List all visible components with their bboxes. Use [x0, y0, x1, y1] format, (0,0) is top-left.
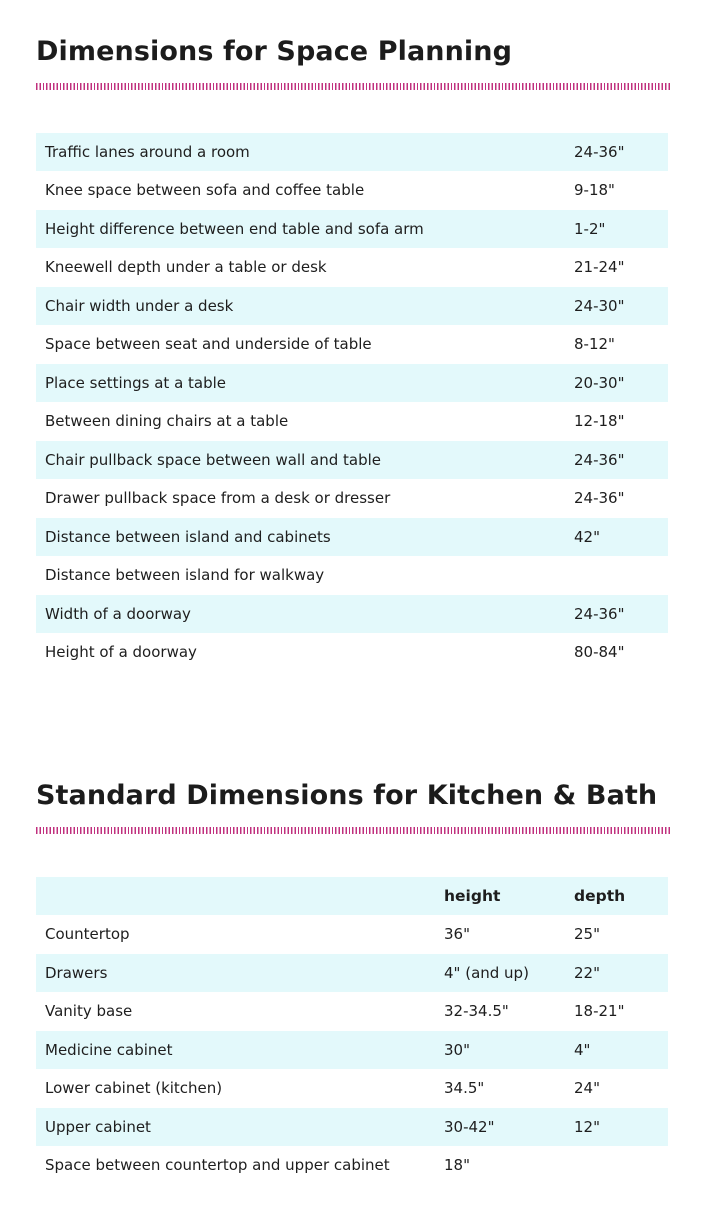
row-height: 30-42" [444, 1118, 495, 1136]
row-height: 36" [444, 925, 470, 943]
table-row [36, 171, 668, 209]
row-label: Distance between island for walkway [45, 566, 325, 584]
row-label: Lower cabinet (kitchen) [45, 1079, 223, 1097]
row-value: 24-30" [574, 297, 625, 315]
header-height: height [444, 887, 501, 905]
table-row [36, 556, 668, 594]
row-value: 12-18" [574, 412, 625, 430]
row-label: Space between seat and underside of table [45, 335, 372, 353]
row-label: Space between countertop and upper cabinet [45, 1156, 390, 1174]
row-value: 80-84" [574, 643, 625, 661]
row-label: Height difference between end table and sofa arm [45, 220, 424, 238]
row-value: 9-18" [574, 181, 615, 199]
kitchen-bath-table [36, 877, 668, 1187]
row-height: 18" [444, 1156, 470, 1174]
table-header-row [36, 877, 668, 915]
table-row [36, 954, 668, 992]
row-height: 30" [444, 1041, 470, 1059]
row-depth: 18-21" [574, 1002, 625, 1020]
row-value: 8-12" [574, 335, 615, 353]
table-row [36, 915, 668, 953]
table-row [36, 1069, 668, 1107]
table-row [36, 633, 668, 671]
row-label: Upper cabinet [45, 1118, 151, 1136]
table-row [36, 1031, 668, 1069]
row-label: Medicine cabinet [45, 1041, 173, 1059]
space-planning-title: Dimensions for Space Planning [36, 36, 513, 67]
row-depth: 12" [574, 1118, 600, 1136]
row-label: Traffic lanes around a room [45, 143, 250, 161]
table-row [36, 364, 668, 402]
row-label: Chair pullback space between wall and table [45, 451, 381, 469]
row-value: 24-36" [574, 489, 625, 507]
row-label: Countertop [45, 925, 130, 943]
table-row [36, 992, 668, 1030]
row-label: Kneewell depth under a table or desk [45, 258, 327, 276]
table-row [36, 441, 668, 479]
header-depth: depth [574, 887, 626, 905]
table-row [36, 518, 668, 556]
table-row [36, 1108, 668, 1146]
row-value: 1-2" [574, 220, 606, 238]
table-row [36, 287, 668, 325]
row-height: 32-34.5" [444, 1002, 509, 1020]
row-label: Distance between island and cabinets [45, 528, 331, 546]
row-label: Place settings at a table [45, 374, 227, 392]
kitchen-bath-divider [36, 827, 670, 834]
row-depth: 22" [574, 964, 600, 982]
space-planning-divider [36, 83, 670, 90]
row-value: 24-36" [574, 605, 625, 623]
row-label: Height of a doorway [45, 643, 197, 661]
table-row [36, 325, 668, 363]
row-height: 4" (and up) [444, 964, 529, 982]
row-depth: 24" [574, 1079, 600, 1097]
row-value: 42" [574, 528, 600, 546]
kitchen-bath-section [0, 760, 715, 1225]
table-row [36, 479, 668, 517]
row-height: 34.5" [444, 1079, 485, 1097]
table-row [36, 210, 668, 248]
table-row [36, 402, 668, 440]
row-depth: 4" [574, 1041, 591, 1059]
table-row [36, 248, 668, 286]
row-depth: 25" [574, 925, 600, 943]
row-label: Drawers [45, 964, 108, 982]
kitchen-bath-title: Standard Dimensions for Kitchen & Bath [36, 780, 658, 811]
row-label: Chair width under a desk [45, 297, 234, 315]
row-value: 20-30" [574, 374, 625, 392]
row-label: Drawer pullback space from a desk or dresser [45, 489, 391, 507]
row-value: 24-36" [574, 451, 625, 469]
row-label: Between dining chairs at a table [45, 412, 289, 430]
space-planning-table [36, 133, 668, 673]
table-row [36, 595, 668, 633]
row-label: Vanity base [45, 1002, 133, 1020]
table-row [36, 1146, 668, 1184]
row-value: 24-36" [574, 143, 625, 161]
row-label: Width of a doorway [45, 605, 191, 623]
row-value: 21-24" [574, 258, 625, 276]
table-row [36, 133, 668, 171]
row-label: Knee space between sofa and coffee table [45, 181, 365, 199]
